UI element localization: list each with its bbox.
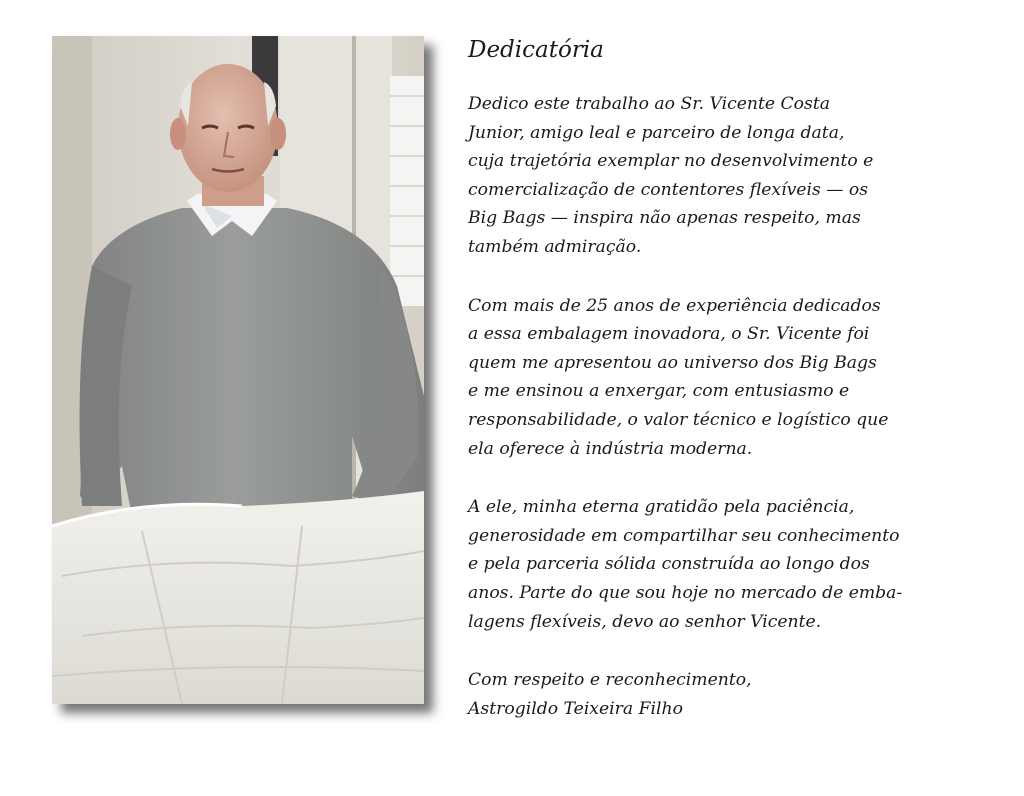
page-title: Dedicatória <box>468 37 604 63</box>
paragraph-2 <box>468 292 1008 464</box>
text-line: Junior, amigo leal e parceiro de longa data, <box>468 122 845 143</box>
closing-block <box>468 666 1008 723</box>
paragraph-1 <box>468 90 1008 262</box>
text-line: A ele, minha eterna gratidão pela paciência, <box>468 497 855 518</box>
text-line: também admiração. <box>468 236 642 257</box>
text-line: ela oferece à indústria moderna. <box>468 438 753 459</box>
text-line: Big Bags — inspira não apenas respeito, mas <box>468 208 861 229</box>
text-line: Dedico este trabalho ao Sr. Vicente Costa <box>468 94 830 114</box>
paragraph-3 <box>468 493 1008 636</box>
text-line: Com mais de 25 anos de experiência dedicados <box>468 295 881 316</box>
portrait-illustration <box>52 36 424 704</box>
text-line: quem me apresentou ao universo dos Big Bags <box>468 352 877 373</box>
text-line: cuja trajetória exemplar no desenvolvimento e <box>468 151 874 172</box>
text-line: anos. Parte do que sou hoje no mercado de emba- <box>468 582 903 603</box>
text-line: lagens flexíveis, devo ao senhor Vicente. <box>468 611 822 632</box>
text-line: responsabilidade, o valor técnico e logístico que <box>468 409 889 430</box>
closing-line: Com respeito e reconhecimento, <box>468 670 752 691</box>
text-line: comercialização de contentores flexíveis — os <box>468 179 869 200</box>
text-line: generosidade em compartilhar seu conhecimento <box>468 525 900 546</box>
text-line: a essa embalagem inovadora, o Sr. Vicente foi <box>468 324 870 345</box>
dedication-text <box>468 30 1008 723</box>
text-line: e pela parceria sólida construída ao longo dos <box>468 554 870 575</box>
signature: Astrogildo Teixeira Filho <box>468 698 683 719</box>
portrait-photo <box>52 36 424 704</box>
text-line: e me ensinou a enxergar, com entusiasmo e <box>468 381 850 402</box>
